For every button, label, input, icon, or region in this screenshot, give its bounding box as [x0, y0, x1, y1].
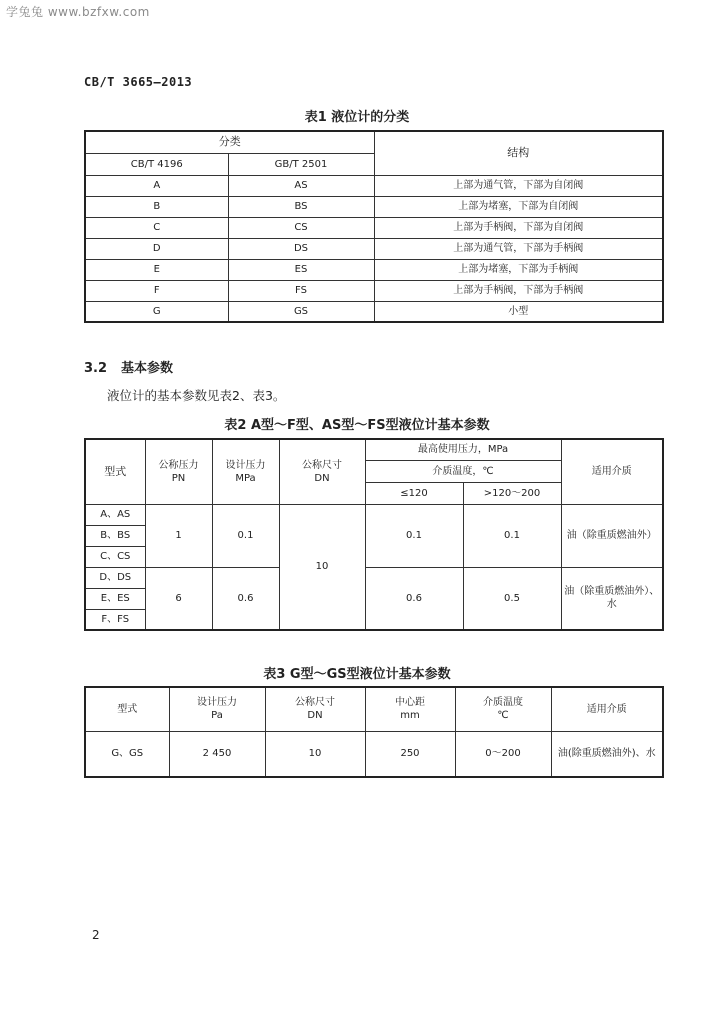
cell: 油（除重质燃油外）: [561, 504, 663, 567]
cell: ES: [228, 259, 374, 280]
table2-medium-temp-header: 介质温度，℃: [365, 460, 561, 482]
cell: 0.1: [212, 504, 279, 567]
table-row: [85, 504, 663, 525]
cell: CS: [228, 217, 374, 238]
cell: A、AS: [85, 504, 145, 525]
cell: 油(除重质燃油外)、水: [551, 731, 663, 777]
page-number: 2: [92, 928, 100, 942]
section-number: 3.2: [84, 361, 108, 376]
cell: 0.6: [365, 567, 463, 630]
cell: FS: [228, 280, 374, 301]
table1-structure-header: 结构: [374, 131, 663, 175]
cell: 小型: [374, 301, 663, 322]
cell: G、GS: [85, 731, 169, 777]
table1-col-cbt: CB/T 4196: [85, 153, 228, 175]
cell: 2 450: [169, 731, 265, 777]
table-row: [85, 301, 663, 322]
table-row: [85, 280, 663, 301]
cell: B: [85, 196, 228, 217]
table2-medium-header: 适用介质: [561, 439, 663, 504]
table-row: [85, 175, 663, 196]
table-row: [85, 196, 663, 217]
cell: 油（除重质燃油外）、水: [561, 567, 663, 630]
table-row: [85, 217, 663, 238]
cell: G: [85, 301, 228, 322]
cell: C、CS: [85, 546, 145, 567]
cell: 0.1: [365, 504, 463, 567]
cell: F: [85, 280, 228, 301]
cell: 6: [145, 567, 212, 630]
cell: 上部为堵塞，下部为手柄阀: [374, 259, 663, 280]
cell: D: [85, 238, 228, 259]
table2-pn-header: 公称压力 PN: [145, 439, 212, 504]
cell: 10: [279, 504, 365, 630]
table1-caption: 表1 液位计的分类: [304, 110, 410, 125]
cell: F、FS: [85, 609, 145, 630]
table3-dn-header: 公称尺寸 DN: [265, 687, 365, 731]
table3-center-header: 中心距 mm: [365, 687, 455, 731]
table2-temp-high-header: >120～200: [463, 482, 561, 504]
table2-design-header: 设计压力 MPa: [212, 439, 279, 504]
cell: DS: [228, 238, 374, 259]
cell: B、BS: [85, 525, 145, 546]
watermark: 学兔兔 www.bzfxw.com: [6, 5, 150, 19]
table3-design-header: 设计压力 Pa: [169, 687, 265, 731]
cell: BS: [228, 196, 374, 217]
cell: 0.5: [463, 567, 561, 630]
table-row: [85, 731, 663, 777]
table2-caption: 表2 A型～F型、AS型～FS型液位计基本参数: [224, 418, 490, 433]
section-title: 基本参数: [121, 361, 174, 376]
cell: A: [85, 175, 228, 196]
cell: 上部为手柄阀，下部为手柄阀: [374, 280, 663, 301]
table3-type-header: 型式: [85, 687, 169, 731]
table2-dn-header: 公称尺寸 DN: [279, 439, 365, 504]
table1-col-gbt: GB/T 2501: [228, 153, 374, 175]
section-paragraph: 液位计的基本参数见表2、表3。: [107, 388, 286, 403]
cell: 10: [265, 731, 365, 777]
table2: [84, 438, 664, 631]
cell: 上部为通气管，下部为手柄阀: [374, 238, 663, 259]
table3: [84, 686, 664, 778]
table3-temp-header: 介质温度 ℃: [455, 687, 551, 731]
table-row: [85, 567, 663, 588]
cell: E、ES: [85, 588, 145, 609]
cell: 上部为手柄阀，下部为自闭阀: [374, 217, 663, 238]
table2-type-header: 型式: [85, 439, 145, 504]
table1: [84, 130, 664, 323]
cell: AS: [228, 175, 374, 196]
cell: 0.1: [463, 504, 561, 567]
table3-medium-header: 适用介质: [551, 687, 663, 731]
cell: 0.6: [212, 567, 279, 630]
cell: D、DS: [85, 567, 145, 588]
cell: 1: [145, 504, 212, 567]
cell: 250: [365, 731, 455, 777]
table-row: [85, 259, 663, 280]
standard-number: CB/T 3665—2013: [84, 75, 193, 89]
cell: C: [85, 217, 228, 238]
table2-max-pressure-header: 最高使用压力，MPa: [365, 439, 561, 460]
cell: GS: [228, 301, 374, 322]
table1-group-header: 分类: [85, 131, 374, 153]
cell: 上部为堵塞，下部为自闭阀: [374, 196, 663, 217]
table3-caption: 表3 G型～GS型液位计基本参数: [263, 667, 451, 682]
table2-temp-low-header: ≤120: [365, 482, 463, 504]
section-heading: [84, 357, 173, 376]
cell: 0～200: [455, 731, 551, 777]
cell: E: [85, 259, 228, 280]
table-row: [85, 238, 663, 259]
cell: 上部为通气管，下部为自闭阀: [374, 175, 663, 196]
